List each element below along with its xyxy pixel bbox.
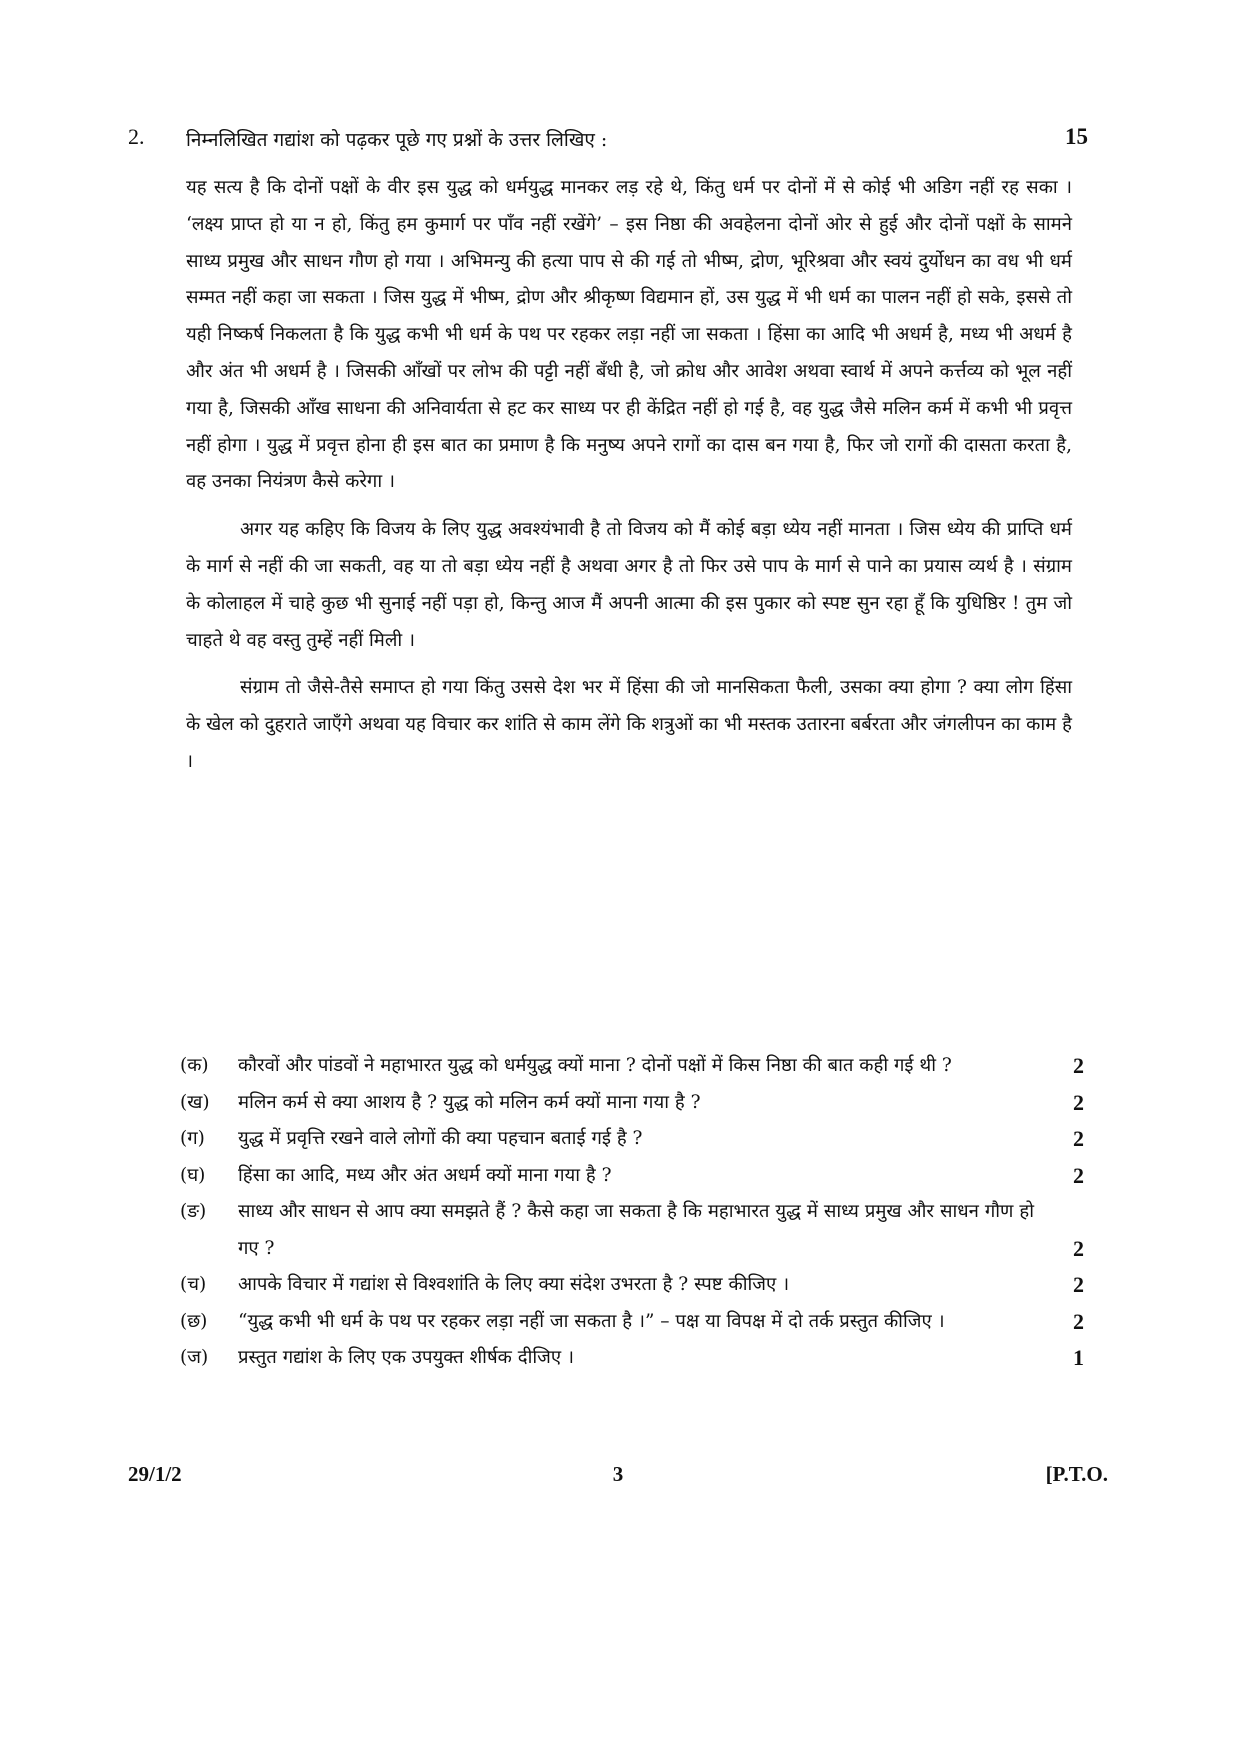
subquestion-label: (क) — [180, 1055, 209, 1076]
subquestion-ka — [180, 1048, 1084, 1085]
question-header — [128, 124, 1088, 160]
passage-paragraph-2: अगर यह कहिए कि विजय के लिए युद्ध अवश्यंभावी है तो विजय को मैं कोई बड़ा ध्येय नहीं मानता । जिस ध्येय की प्राप्ति धर्म के मार्ग से नहीं की जा सकती, वह या तो बड़ा ध्येय नहीं है अथवा अगर है तो फिर उसे पाप के मार्ग से पाने का प्रयास व्यर्थ है । संग्राम के कोलाहल में चाहे कुछ भी सुनाई नहीं पड़ा हो, किन्तु आज मैं अपनी आत्मा की इस पुकार को स्पष्ट सुन रहा हूँ कि युधिष्ठिर ! तुम जो चाहते थे वह वस्तु तुम्हें नहीं मिली । — [186, 519, 1072, 651]
subquestion-ja — [180, 1340, 1084, 1377]
subquestion-cha — [180, 1267, 1084, 1304]
subquestion-nga — [180, 1194, 1084, 1267]
question-instruction: निम्नलिखित गद्यांश को पढ़कर पूछे गए प्रश्नों के उत्तर लिखिए : — [186, 129, 608, 151]
subquestion-list — [180, 1048, 1084, 1377]
subquestion-marks: 2 — [1073, 1053, 1084, 1078]
subquestion-marks: 2 — [1073, 1162, 1084, 1188]
page-number: 3 — [612, 1462, 624, 1486]
subquestion-label: (ङ) — [180, 1201, 207, 1222]
subquestion-text: मलिन कर्म से क्या आशय है ? युद्ध को मलिन कर्म क्यों माना गया है ? — [238, 1091, 701, 1113]
paper-code: 29/1/2 — [128, 1462, 182, 1486]
subquestion-text: युद्ध में प्रवृत्ति रखने वाले लोगों की क्या पहचान बताई गई है ? — [238, 1128, 643, 1149]
page-footer — [128, 1462, 1108, 1494]
passage — [186, 170, 1072, 781]
subquestion-text: प्रस्तुत गद्यांश के लिए एक उपयुक्त शीर्षक दीजिए । — [238, 1347, 574, 1368]
subquestion-marks: 2 — [1073, 1308, 1084, 1334]
subquestion-marks: 1 — [1073, 1345, 1084, 1370]
subquestion-label: (ग) — [180, 1128, 205, 1149]
question-number: 2. — [128, 124, 145, 149]
subquestion-gha — [180, 1158, 1084, 1195]
subquestion-text: कौरवों और पांडवों ने महाभारत युद्ध को धर्मयुद्ध क्यों माना ? दोनों पक्षों में किस निष्ठा की बात कही गई थी ? — [238, 1055, 952, 1076]
subquestion-marks: 2 — [1073, 1126, 1084, 1151]
subquestion-label: (ख) — [180, 1091, 210, 1113]
subquestion-marks: 2 — [1073, 1272, 1084, 1297]
subquestion-marks: 2 — [1073, 1089, 1084, 1115]
subquestion-marks: 2 — [1073, 1235, 1084, 1261]
subquestion-label: (घ) — [180, 1164, 206, 1186]
subquestion-text: आपके विचार में गद्यांश से विश्वशांति के लिए क्या संदेश उभरता है ? स्पष्ट कीजिए । — [238, 1274, 790, 1295]
subquestion-text: साध्य और साधन से आप क्या समझते हैं ? कैसे कहा जा सकता है कि महाभारत युद्ध में साध्य प्रमुख और साधन गौण हो गए ? — [238, 1201, 1034, 1259]
subquestion-chha — [180, 1304, 1084, 1341]
subquestion-label: (च) — [180, 1274, 207, 1295]
passage-paragraph-3: संग्राम तो जैसे-तैसे समाप्त हो गया किंतु उससे देश भर में हिंसा की जो मानसिकता फैली, उसका क्या होगा ? क्या लोग हिंसा के खेल को दुहराते जाएँगे अथवा यह विचार कर शांति से काम लेंगे कि शत्रुओं का भी मस्तक उतारना बर्बरता और जंगलीपन का काम है । — [186, 677, 1072, 772]
subquestion-label: (छ) — [180, 1310, 208, 1332]
question-total-marks: 15 — [1065, 124, 1088, 149]
subquestion-ga — [180, 1121, 1084, 1158]
please-turn-over: [P.T.O. — [1045, 1462, 1108, 1486]
passage-paragraph-1: यह सत्य है कि दोनों पक्षों के वीर इस युद्ध को धर्मयुद्ध मानकर लड़ रहे थे, किंतु धर्म पर दोनों में से कोई भी अडिग नहीं रह सका । ‘लक्ष्य प्राप्त हो या न हो, किंतु हम कुमार्ग पर पाँव नहीं रखेंगे’ – इस निष्ठा की अवहेलना दोनों ओर से हुई और दोनों पक्षों के सामने साध्य प्रमुख और साधन गौण हो गया । अभिमन्यु की हत्या पाप से की गई तो भीष्म, द्रोण, भूरिश्रवा और स्वयं दुर्योधन का वध भी धर्म सम्मत नहीं कहा जा सकता । जिस युद्ध में भीष्म, द्रोण और श्रीकृष्ण विद्यमान हों, उस युद्ध में भी धर्म का पालन नहीं हो सके, इससे तो यही निष्कर्ष निकलता है कि युद्ध कभी भी धर्म के पथ पर रहकर लड़ा नहीं जा सकता । हिंसा का आदि भी अधर्म है, मध्य भी अधर्म है और अंत भी अधर्म है । जिसकी आँखों पर लोभ की पट्टी नहीं बँधी है, जो क्रोध और आवेश अथवा स्वार्थ में अपने कर्त्तव्य को भूल नहीं गया है, जिसकी आँख साधना की अनिवार्यता से हट कर साध्य पर ही केंद्रित नहीं हो गई है, वह युद्ध जैसे मलिन कर्म में कभी भी प्रवृत्त नहीं होगा । युद्ध में प्रवृत्त होना ही इस बात का प्रमाण है कि मनुष्य अपने रागों का दास बन गया है, फिर जो रागों की दासता करता है, वह उनका नियंत्रण कैसे करेगा । — [186, 177, 1072, 493]
subquestion-label: (ज) — [180, 1347, 209, 1368]
subquestion-text: “युद्ध कभी भी धर्म के पथ पर रहकर लड़ा नहीं जा सकता है ।” – पक्ष या विपक्ष में दो तर्क प्रस्तुत कीजिए । — [238, 1310, 945, 1332]
subquestion-text: हिंसा का आदि, मध्य और अंत अधर्म क्यों माना गया है ? — [238, 1164, 612, 1186]
subquestion-kha — [180, 1085, 1084, 1122]
